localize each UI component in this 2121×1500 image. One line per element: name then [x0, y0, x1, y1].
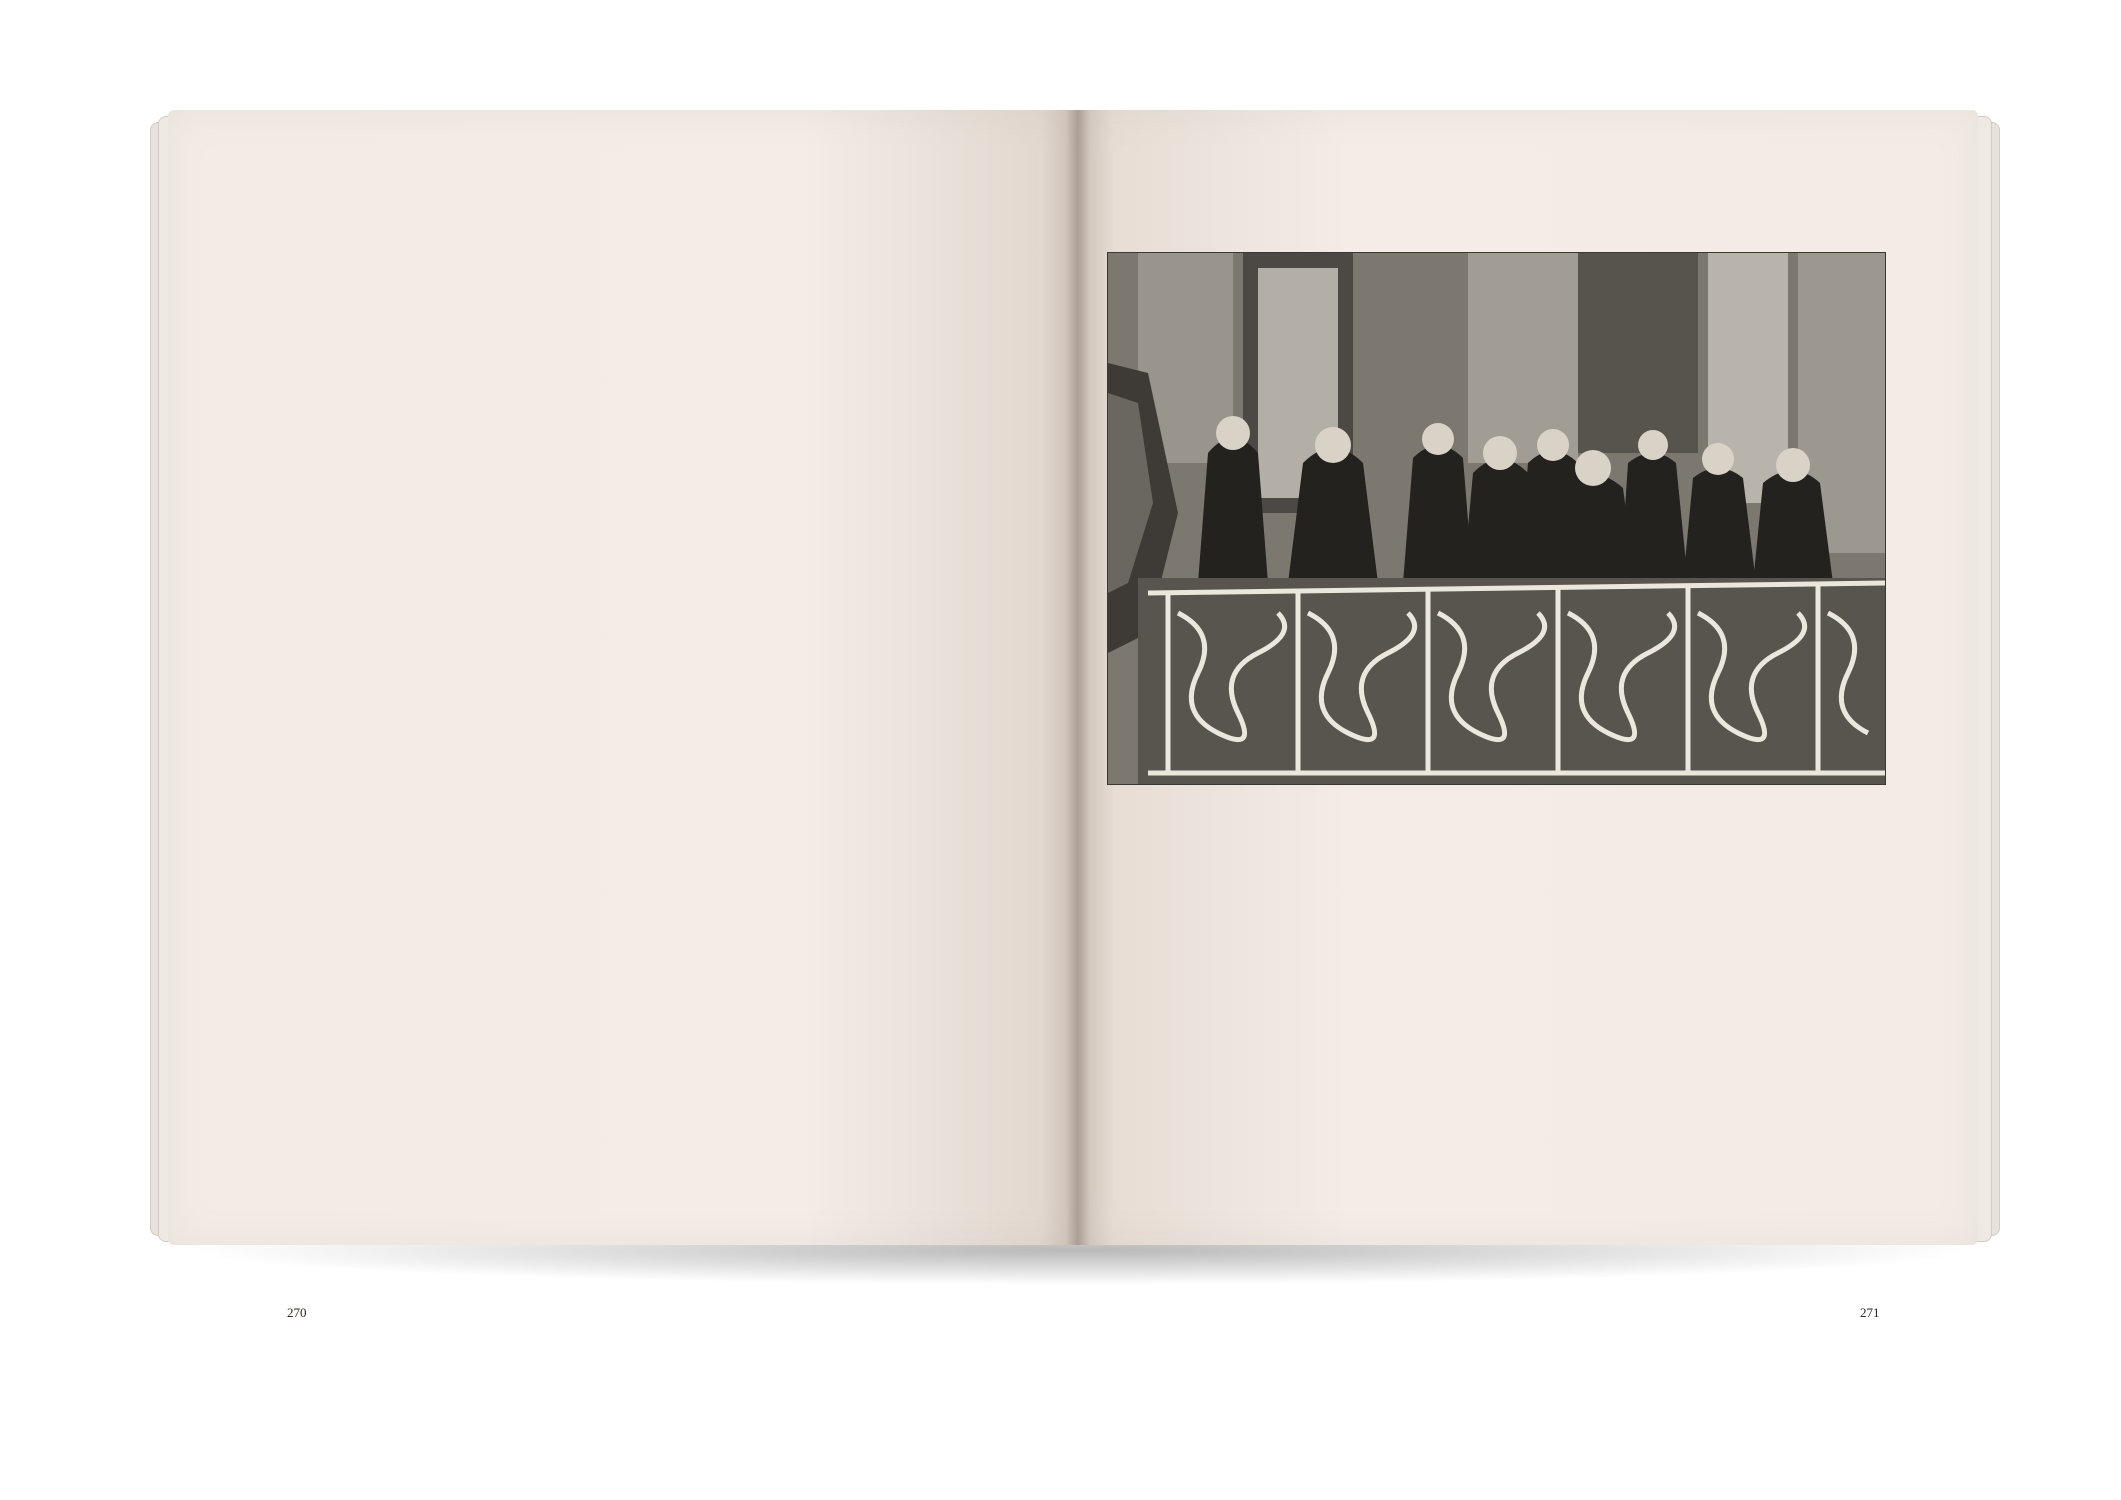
left-page-column-1: [287, 252, 661, 1302]
balcony-photo-illustration: [1108, 253, 1885, 784]
left-page-number: 270: [287, 1305, 307, 1320]
right-page-column-2: [1512, 880, 1882, 1300]
left-page-column-2: [682, 252, 1056, 1302]
historical-photograph: [1107, 252, 1886, 785]
book-gutter: [1066, 110, 1090, 1245]
right-page-column-1: [1107, 880, 1481, 1300]
right-page-number: 271: [1860, 1305, 1880, 1320]
